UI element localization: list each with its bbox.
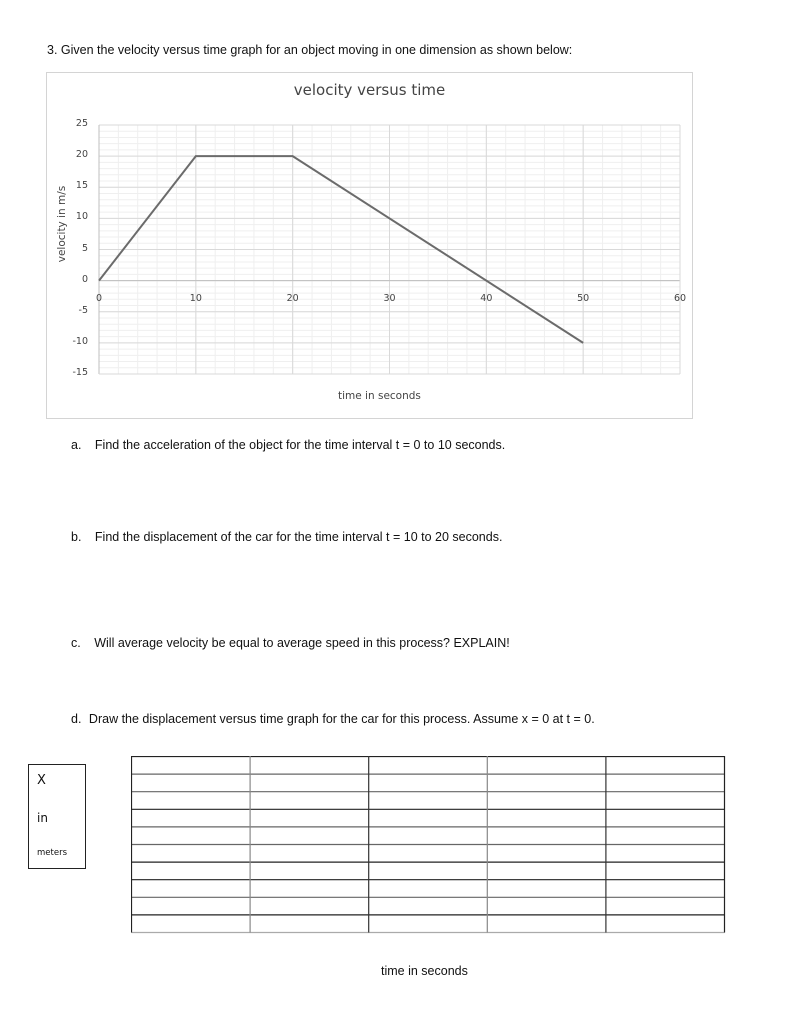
part-d	[71, 712, 595, 726]
y-tick-label: 20	[75, 149, 88, 161]
part-b-label: b.	[71, 530, 82, 544]
y-tick-label: 5	[81, 242, 88, 254]
answer-grid-x-label: time in seconds	[381, 964, 468, 978]
x-tick-label: 0	[95, 292, 103, 304]
y-tick-label: 0	[81, 273, 88, 285]
part-b-text: Find the displacement of the car for the time interval t = 10 to 20 seconds.	[94, 530, 503, 544]
part-c	[71, 636, 510, 650]
part-d-text: Draw the displacement versus time graph for the car for this process. Assume x = 0 at t = 0.	[88, 712, 595, 726]
part-b	[71, 530, 502, 544]
x-tick-label: 10	[189, 292, 202, 304]
part-c-label: c.	[71, 636, 81, 650]
part-d-label: d.	[71, 712, 82, 726]
x-tick-label: 30	[383, 292, 396, 304]
y-tick-label: -10	[72, 335, 88, 347]
chart-title: velocity versus time	[293, 81, 446, 99]
x-axis-label: time in seconds	[338, 390, 421, 402]
x-tick-label: 50	[577, 292, 590, 304]
x-tick-label: 20	[286, 292, 299, 304]
y-tick-label: 10	[75, 211, 88, 223]
question-prompt: 3. Given the velocity versus time graph for an object moving in one dimension as shown below:	[47, 43, 573, 57]
label-meters: meters	[37, 848, 67, 858]
label-in: in	[37, 811, 48, 825]
x-tick-label: 60	[673, 292, 687, 304]
part-a	[71, 438, 505, 452]
label-x: X	[37, 773, 46, 788]
part-a-text: Find the acceleration of the object for the time interval t = 0 to 10 seconds.	[94, 438, 506, 452]
y-axis-label: velocity in m/s	[56, 185, 68, 263]
y-axis-label-box	[28, 764, 86, 869]
y-tick-label: -15	[72, 367, 88, 378]
x-tick-label: 40	[480, 292, 493, 304]
y-tick-label: 15	[75, 180, 88, 192]
y-tick-label: -5	[78, 304, 88, 316]
blank-answer-grid[interactable]	[131, 756, 727, 936]
part-c-text: Will average velocity be equal to average speed in this process? EXPLAIN!	[94, 636, 510, 650]
part-a-label: a.	[71, 438, 82, 452]
y-tick-label: 25	[75, 118, 88, 129]
